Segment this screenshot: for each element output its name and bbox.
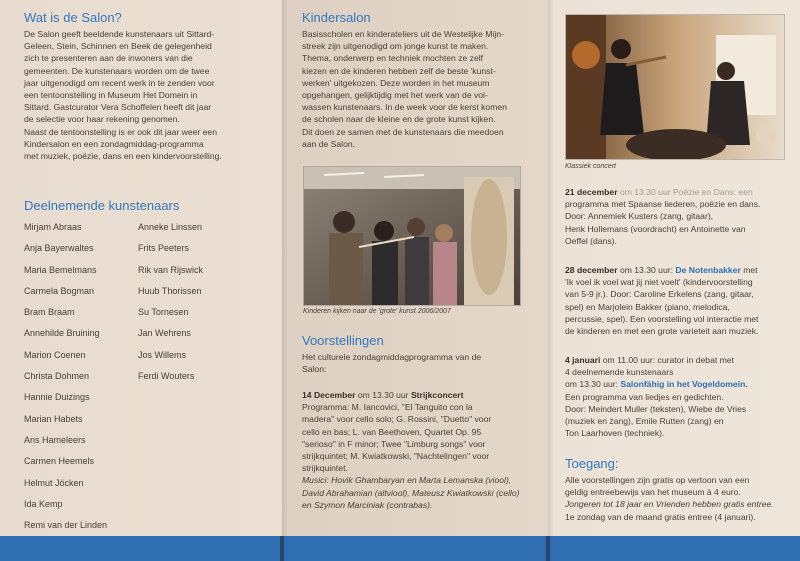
fold-shadow (282, 0, 288, 540)
text-line: wassen kunstenaars. In de week voor de kerst komen (302, 102, 507, 113)
intro-line: de selectie voor haar rekening genomen. (24, 114, 180, 125)
program-line: "serioso" in F minor; Twee "Limburg songs" voor (302, 438, 486, 449)
concert-photo-caption: Klassiek concert (565, 163, 616, 170)
fold-gap (280, 536, 284, 561)
artist-name: Marion Coenen (24, 349, 86, 360)
children-photo (303, 166, 521, 306)
event-line: met (740, 265, 758, 275)
event-line: Henk Hollemans (voordracht) en Antoinette van (565, 223, 746, 234)
panel-right (548, 0, 800, 540)
event-line: van 5-9 jr.). Door: Caroline Erkelens (zang, gitaar, (565, 289, 754, 300)
event-21-december (565, 186, 797, 247)
intro-line: een tentoonstelling in Museum Het Domein in (24, 90, 198, 101)
event-time: om 13.30 uur: (565, 379, 621, 390)
panel-middle (282, 0, 548, 540)
intro-line: zich te presenteren aan de inwoners van die (24, 53, 193, 64)
intro-line: gemeenten. De kunstenaars worden om de twee (24, 65, 210, 76)
event-line: Oeffel (dans). (565, 235, 617, 246)
concert-block (302, 389, 546, 511)
event-line: om 11.00 uur: curator in debat met (600, 355, 734, 365)
event-date: 21 december (565, 187, 618, 197)
artist-name: Remi van der Linden (24, 520, 108, 531)
kindersalon-heading: Kindersalon (302, 10, 371, 25)
event-line: Door: Meindert Muller (teksten), Wiebe de Vries (565, 403, 747, 414)
toegang-heading: Toegang: (565, 456, 619, 471)
voorstellingen-intro (302, 351, 542, 375)
event-line: percussie, spel). Een voorstelling vol interactie met (565, 313, 759, 324)
event-title: De Notenbakker (675, 265, 741, 275)
event-date: 4 januari (565, 355, 601, 365)
artist-name: Carmela Bogman (24, 285, 95, 296)
text-line: kiezen en de kinderen hebben zelf de beste 'kunst- (302, 65, 496, 76)
event-date: 28 december (565, 265, 618, 275)
artist-name: Marian Habets (24, 413, 83, 424)
text-line: streek zijn uitgenodigd om jonge kunst te maken. (302, 41, 489, 52)
event-line: Een programma van liedjes en gedichten. (565, 391, 724, 402)
fold-shadow (548, 0, 554, 540)
artist-name: Su Tornesen (138, 307, 189, 318)
text-line: Dit doen ze samen met de kunstenaars die meedoen (302, 126, 504, 137)
musici-line: Musici: Hovik Ghambaryan en Marta Lemanska (viool), (302, 475, 512, 486)
artist-name: Bram Braam (24, 307, 75, 318)
intro-line: Het culturele zondagmiddagprogramma van de (302, 352, 482, 362)
artist-name: Anneke Linssen (138, 222, 203, 232)
event-title: Salonfähig in het Vogeldomein. (620, 379, 748, 390)
event-header (565, 264, 797, 276)
access-line: 1e zondag van de maand gratis entree (4 januari). (565, 511, 756, 522)
artist-name: Huub Thorissen (138, 285, 202, 296)
text-line: Basisscholen en kinderateliers uit de Westelijke Mijn- (302, 29, 504, 39)
event-line: (muziek en zang), Emile Rutten (zang) en (565, 416, 724, 427)
program-line: Programma: M. Iancovici, "El Tanguito con la (302, 402, 473, 413)
artists-column-1 (24, 221, 107, 540)
artists-heading: Deelnemende kunstenaars (24, 198, 180, 213)
event-line: spel) en Marjolein Bakker (piano, melodica, (565, 301, 730, 312)
toegang-text (565, 474, 797, 523)
event-line: 4 deelnemende kunstenaars (565, 367, 674, 378)
event-line: programma met Spaanse liederen, poëzie en dans. (565, 199, 761, 210)
intro-line: met muziek, poëzie, dans en een kindervoorstelling. (24, 151, 222, 162)
children-photo-caption: Kinderen kijken naar de 'grote' kunst 2006/2007 (303, 308, 451, 315)
event-line: om 13.30 uur Poëzie en Dans: een (617, 187, 753, 197)
event-subheader (565, 378, 797, 390)
intro-line: Kindersalon en een zondagmiddag-programma (24, 138, 204, 149)
intro-line: Sittard. Gastcurator Vera Schoffelen heeft dit jaar (24, 102, 212, 113)
event-line: Ton Laarhoven (techniek). (565, 428, 665, 439)
artist-name: Mirjam Abraas (24, 222, 82, 232)
access-line: Alle voorstellingen zijn gratis op vertoon van een (565, 475, 750, 485)
program-line: strijkquintet; M. Kwiatkowski, "Nachtelingen" voor (302, 451, 490, 462)
concert-header (302, 389, 546, 401)
event-header (565, 354, 797, 366)
text-line: de scholen naar de kleine en de grote kunst kijken. (302, 114, 496, 125)
artist-name: Rik van Rijswick (138, 264, 204, 275)
kindersalon-text (302, 28, 542, 150)
salon-heading: Wat is de Salon? (24, 10, 122, 25)
salon-intro (24, 28, 274, 162)
intro-line: De Salon geeft beeldende kunstenaars uit Sittard- (24, 29, 215, 39)
artist-name: Ans Hameleers (24, 434, 86, 445)
artist-name: Jos Willems (138, 349, 187, 360)
intro-line: jaar uitgenodigd om recent werk in te zenden voor (24, 77, 215, 88)
intro-line: Naast de tentoonstelling is er ook dit jaar weer een (24, 126, 217, 137)
concert-photo (565, 14, 785, 160)
concert-title: Strijkconcert (410, 390, 464, 400)
event-header (565, 186, 797, 198)
musici-line: en Szymon Marciniak (contrabas). (302, 499, 433, 510)
text-line: aan de Salon. (302, 138, 356, 149)
voorstellingen-heading: Voorstellingen (302, 333, 384, 348)
event-line: Door: Annemiek Kusters (zang, gitaar), (565, 211, 714, 222)
artist-name: Helmut Jöcken (24, 477, 84, 488)
artist-name: Frits Peeters (138, 243, 190, 254)
access-italic-line: Jongeren tot 18 jaar en Vrienden hebben gratis entree. (565, 499, 774, 510)
intro-line: Salon: (302, 364, 327, 375)
concert-date: 14 December (302, 390, 356, 400)
program-line: madera" voor cello solo; G. Rossini, "Duetto" voor (302, 414, 492, 425)
concert-time: om 13.30 uur (355, 390, 411, 400)
artist-name: Annehilde Bruining (24, 328, 100, 339)
program-line: strijkquintet. (302, 463, 348, 474)
artist-name: Jan Wehrens (138, 328, 191, 339)
artist-name: Ferdi Wouters (138, 371, 195, 382)
text-line: opgehangen, gelijktijdig met het werk van de vol- (302, 90, 488, 101)
artist-name: Ida Kemp (24, 498, 63, 509)
intro-line: Geleen, Stein, Schinnen en Beek de gelegenheid (24, 41, 212, 52)
access-line: geldig entreebewijs van het museum à 4 euro. (565, 487, 741, 498)
panel-left (0, 0, 282, 540)
artist-name: Maria Bemelmans (24, 264, 97, 275)
artist-name: Carmen Heemels (24, 456, 95, 467)
program-line: cello en bas; L. van Beethoven, Quartet Op. 95 (302, 426, 482, 437)
event-line: de kinderen en met een grote varieteit aan muziek. (565, 326, 759, 337)
artist-name: Anja Bayerwaltes (24, 243, 94, 254)
event-4-januari (565, 354, 797, 439)
text-line: Thema, onderwerp en techniek mochten ze zelf (302, 53, 484, 64)
artist-name: Hannie Duizings (24, 392, 90, 403)
event-28-december (565, 264, 797, 337)
event-time: om 13.30 uur: (617, 265, 676, 275)
fold-gap (546, 536, 550, 561)
artist-name: Christa Dohmen (24, 371, 90, 382)
text-line: werken' uitgekozen. Deze worden in het museum (302, 77, 490, 88)
bottom-blue-stripe (0, 536, 800, 561)
event-line: 'Ik voel ik voel wat jij niet voelt' (kindervoorstelling (565, 277, 753, 288)
musici-line: David Abrahamian (altviool), Mateusz Kwiatkowski (cello) (302, 487, 520, 498)
artists-column-2 (138, 221, 203, 391)
